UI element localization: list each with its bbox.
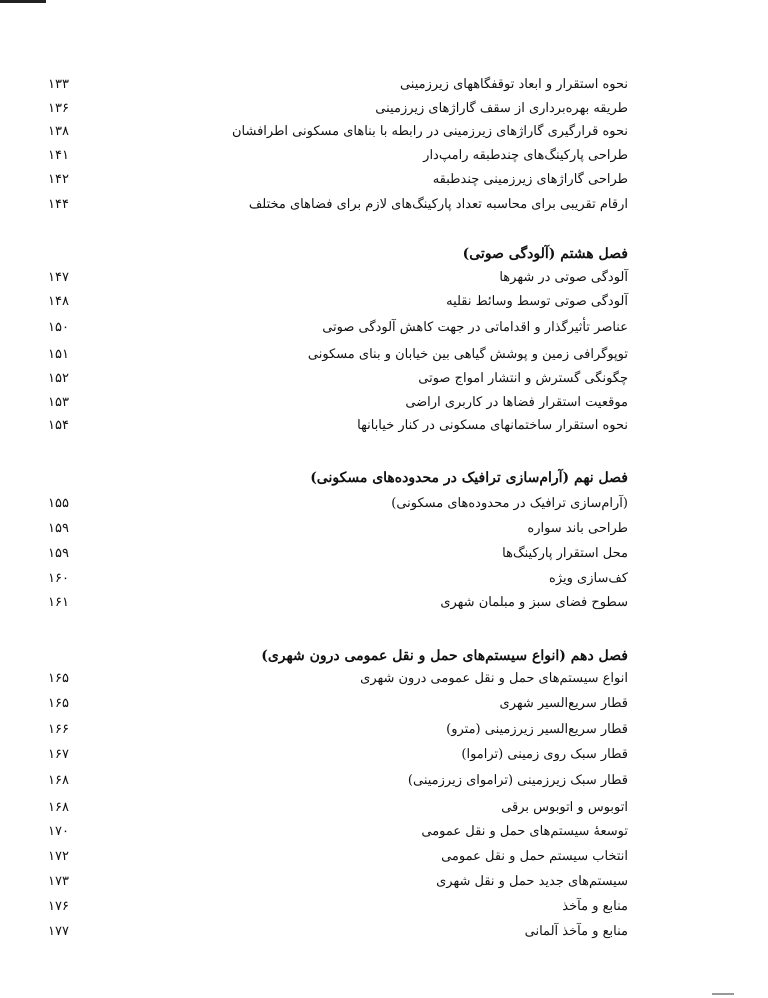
page-number: ۱۶۸ [48,773,69,788]
entry-title: طراحی باند سواره [527,521,628,536]
toc-entry [0,591,628,615]
toc-entry [0,343,628,367]
page-number: ۱۷۷ [48,924,69,939]
chapter-heading [0,466,628,490]
entry-title: انواع سیستم‌های حمل و نقل عمومی درون شهری [360,671,628,686]
page-number: ۱۵۳ [48,395,69,410]
entry-title: سیستم‌های جدید حمل و نقل شهری [436,874,628,889]
toc-entry [0,667,628,691]
page-number: ۱۷۲ [48,849,69,864]
toc-entry [0,820,628,844]
entry-title: سطوح فضای سبز و مبلمان شهری [440,595,628,610]
entry-title: طریقه بهره‌برداری از سقف گاراژهای زیرزمینی [375,101,628,116]
toc-entry [0,144,628,168]
toc-entry [0,120,628,144]
entry-title: آلودگی صوتی در شهرها [499,270,628,285]
entry-title: اتوبوس و اتوبوس برقی [501,800,628,815]
entry-title: عناصر تأثیرگذار و اقداماتی در جهت کاهش آلودگی صوتی [322,320,628,335]
page-number: ۱۴۴ [48,197,69,212]
toc-entry [0,743,628,767]
toc-entry [0,367,628,391]
entry-title: منابع و مآخذ آلمانی [524,924,628,939]
entry-title: منابع و مآخذ [562,899,628,914]
entry-title: توسعهٔ سیستم‌های حمل و نقل عمومی [421,824,628,839]
page-number: ۱۵۰ [48,320,69,335]
toc-entry [0,567,628,591]
entry-title: طراحی پارکینگ‌های چندطبقه رامپ‌دار [423,148,628,163]
entry-title: موقعیت استقرار فضاها در کاربری اراضی [405,395,628,410]
toc-entry [0,73,628,97]
toc-entry [0,97,628,121]
toc-entry [0,290,628,314]
chapter-title: فصل دهم (انواع سیستم‌های حمل و نقل عمومی درون شهری) [261,648,628,664]
chapter-heading [0,644,628,668]
page-number: ۱۶۷ [48,747,69,762]
page-number: ۱۵۹ [48,546,69,561]
toc-entry [0,870,628,894]
page-number: ۱۶۵ [48,671,69,686]
toc-entry [0,168,628,192]
page-number: ۱۵۲ [48,371,69,386]
toc-entry [0,845,628,869]
page-number: ۱۶۱ [48,595,69,610]
entry-title: کف‌سازی ویژه [549,571,628,586]
page-number: ۱۷۶ [48,899,69,914]
page-number: ۱۴۲ [48,172,69,187]
page-number: ۱۶۸ [48,800,69,815]
page-number: ۱۵۹ [48,521,69,536]
entry-title: محل استقرار پارکینگ‌ها [502,546,628,561]
entry-title: طراحی گاراژهای زیرزمینی چندطبقه [432,172,628,187]
toc-entry [0,895,628,919]
entry-title: آلودگی صوتی توسط وسائط نقلیه [446,294,628,309]
toc-entry [0,193,628,217]
page-number: ۱۴۷ [48,270,69,285]
page-number: ۱۳۳ [48,77,69,92]
page-number: ۱۷۰ [48,824,69,839]
toc-entry [0,391,628,415]
page-number: ۱۴۱ [48,148,69,163]
chapter-heading [0,242,628,266]
entry-title: چگونگی گسترش و انتشار امواج صوتی [418,371,628,386]
toc-entry [0,692,628,716]
page-number: ۱۵۵ [48,496,69,511]
toc-entry [0,492,628,516]
entry-title: ارقام تقریبی برای محاسبه تعداد پارکینگ‌های لازم برای فضاهای مختلف [248,197,628,212]
entry-title: (آرام‌سازی ترافیک در محدوده‌های مسکونی) [391,496,628,511]
page-number: ۱۶۵ [48,696,69,711]
entry-title: انتخاب سیستم حمل و نقل عمومی [441,849,628,864]
toc-entry [0,414,628,438]
entry-title: قطار سبک روی زمینی (تراموا) [461,747,628,762]
toc-entry [0,517,628,541]
page-number: ۱۵۱ [48,347,69,362]
toc-entry [0,266,628,290]
page-number: ۱۷۳ [48,874,69,889]
toc-entry [0,316,628,340]
chapter-title: فصل نهم (آرام‌سازی ترافیک در محدوده‌های مسکونی) [310,470,628,486]
entry-title: توپوگرافی زمین و پوشش گیاهی بین خیابان و بنای مسکونی [307,347,628,362]
page-number: ۱۳۸ [48,124,69,139]
entry-title: قطار سریع‌السیر شهری [499,696,628,711]
toc-entry [0,769,628,793]
toc-entry [0,920,628,944]
chapter-title: فصل هشتم (آلودگی صوتی) [462,246,628,262]
entry-title: قطار سریع‌السیر زیرزمینی (مترو) [446,722,628,737]
toc-entry [0,796,628,820]
toc-entry [0,718,628,742]
entry-title: قطار سبک زیرزمینی (تراموای زیرزمینی) [407,773,628,788]
entry-title: نحوه استقرار ساختمانهای مسکونی در کنار خیابانها [357,418,628,433]
page-number: ۱۴۸ [48,294,69,309]
page-number: ۱۵۴ [48,418,69,433]
toc-entry [0,542,628,566]
entry-title: نحوه قرارگیری گاراژهای زیرزمینی در رابطه با بناهای مسکونی اطرافشان [231,124,628,139]
entry-title: نحوه استقرار و ابعاد توقفگاههای زیرزمینی [399,77,628,92]
page-number: ۱۳۶ [48,101,69,116]
page-number: ۱۶۰ [48,571,69,586]
page-number: ۱۶۶ [48,722,69,737]
